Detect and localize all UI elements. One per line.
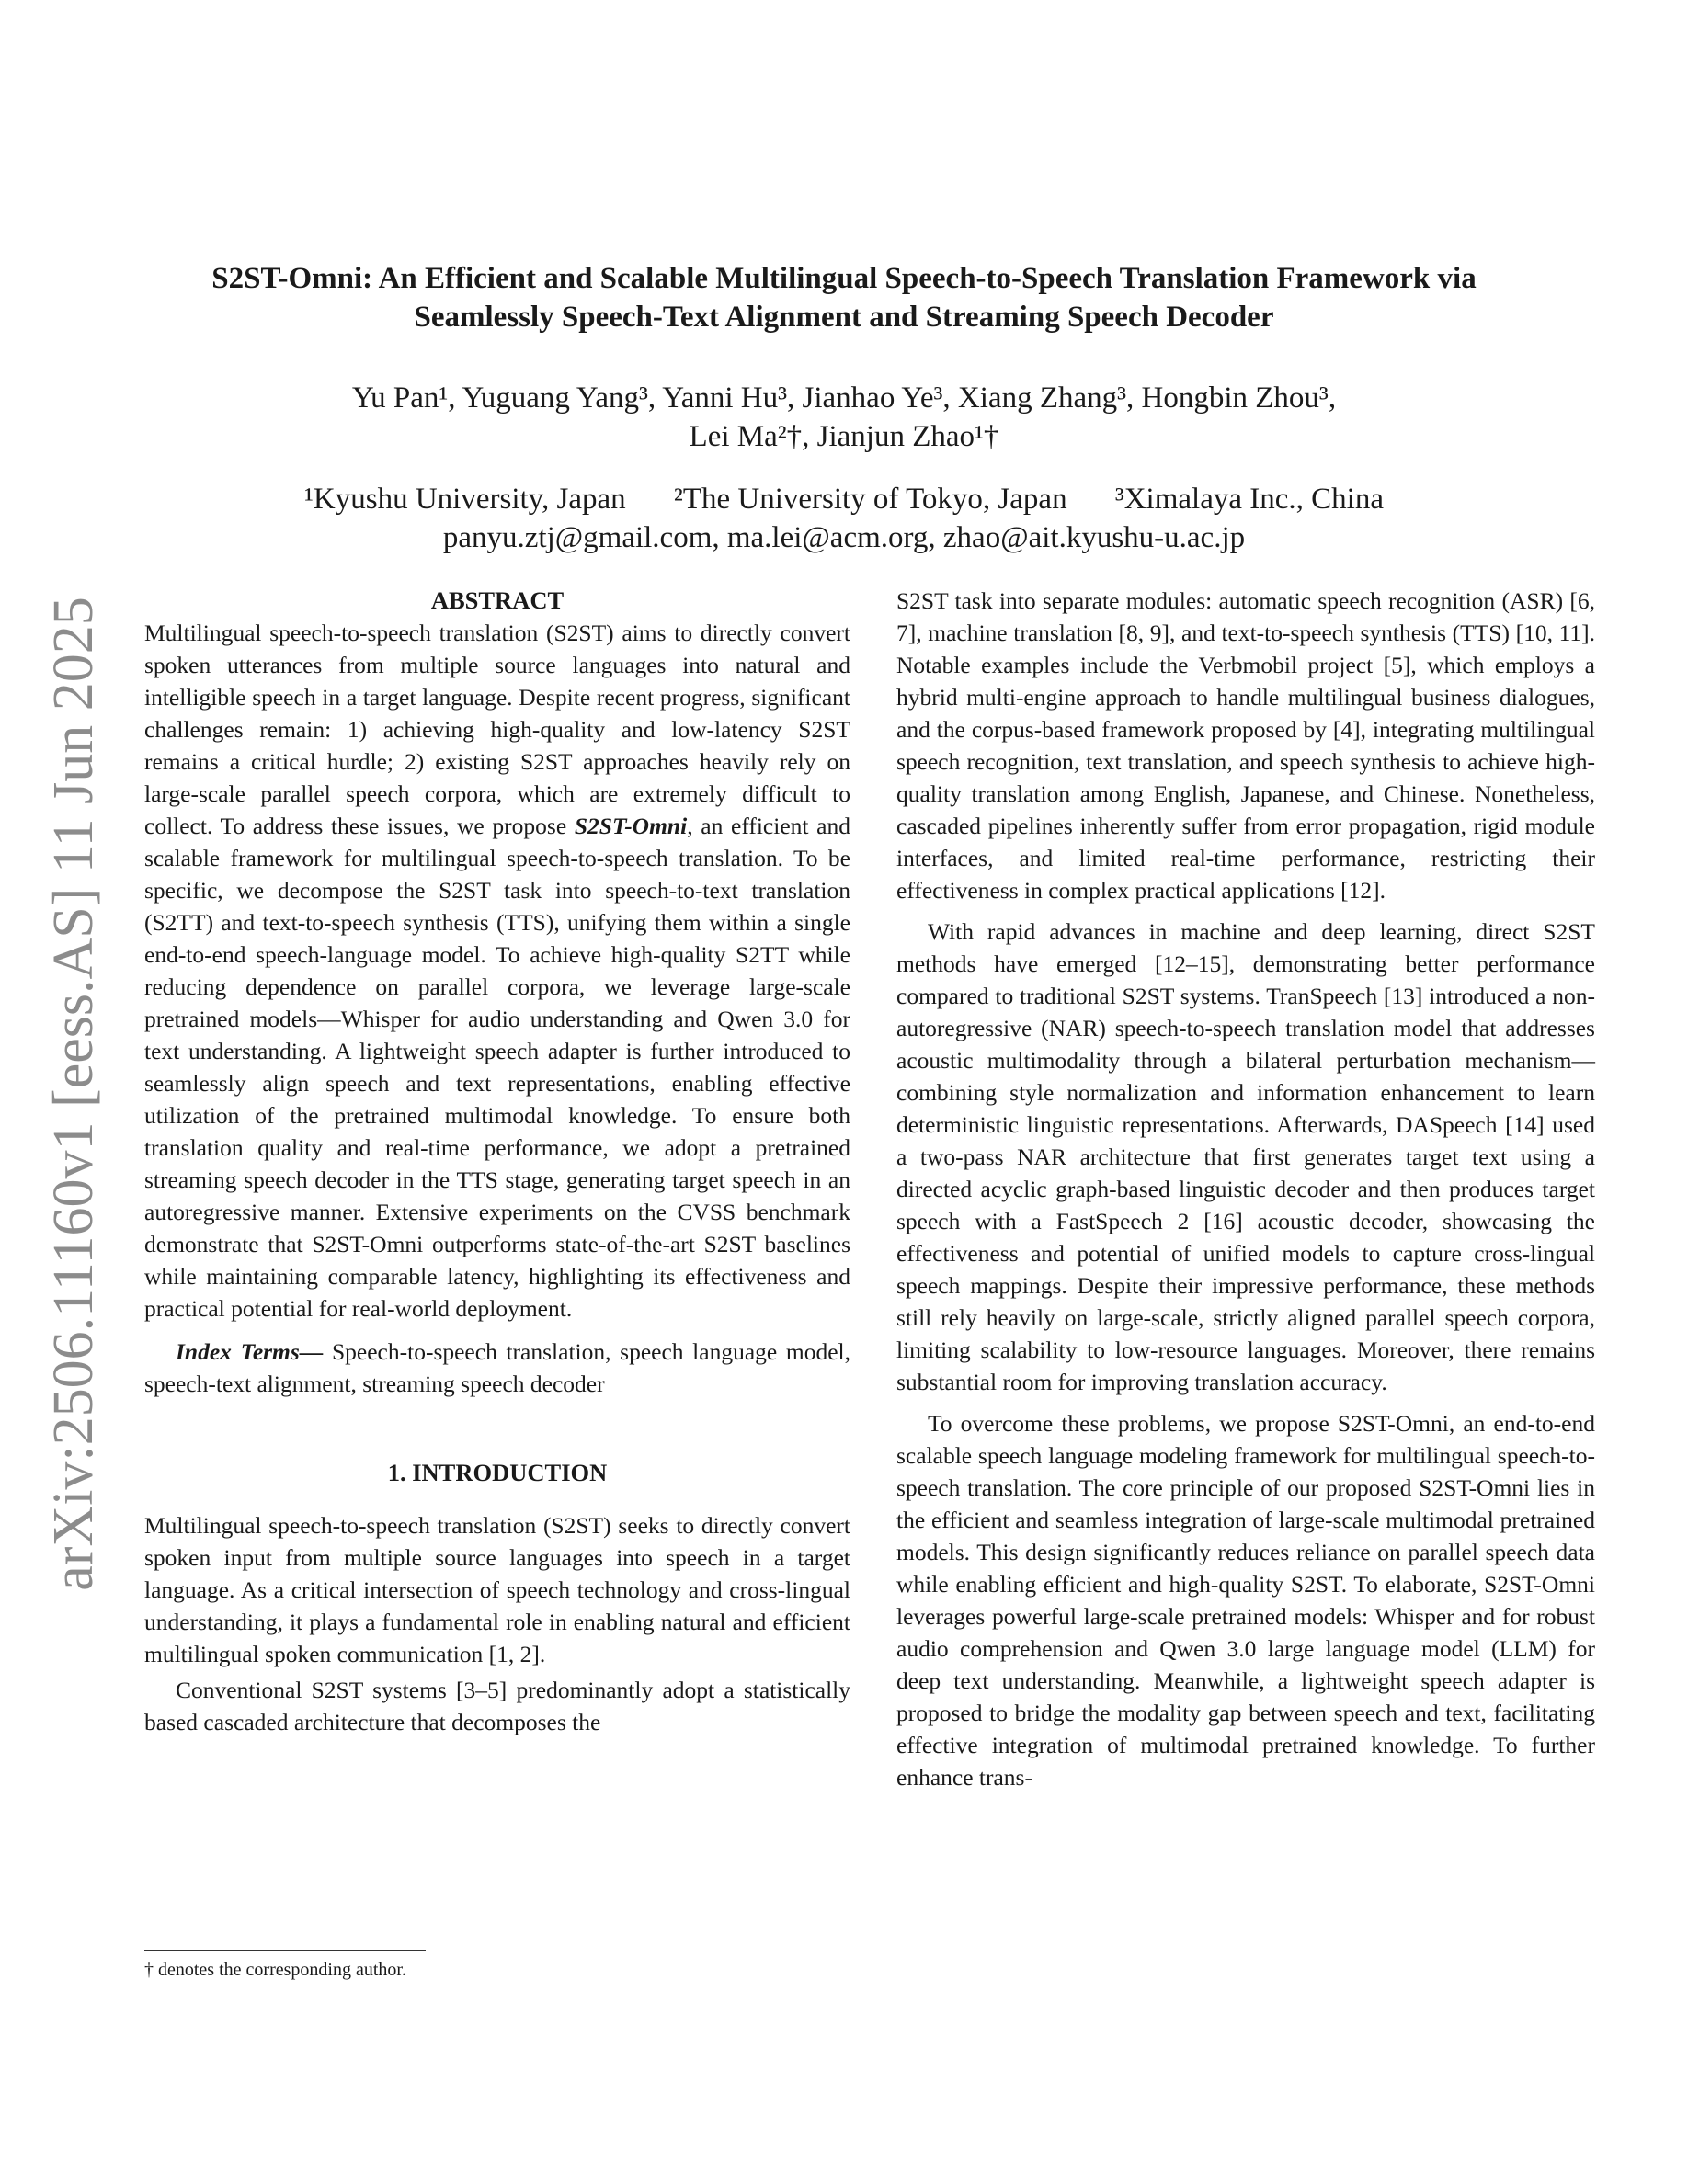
affiliations (138, 480, 1550, 557)
introduction-paragraph-1: Multilingual speech-to-speech translation (S2ST) seeks to directly convert spoken input from multiple source languages into speech in a target language. As a critical intersection of speech technology and cross-lingual understanding, it plays a fundamental role in enabling natural and efficient multilingual spoken communication [1, 2]. (144, 1512, 850, 1667)
authors-line-2: Lei Ma²†, Jianjun Zhao¹† (689, 420, 999, 453)
abstract-text-after: , an efficient and scalable framework for multilingual speech-to-speech translation. To be specific, we decompose the S2ST task into speech-to-text translation (S2TT) and text-to-speech synthesis (TTS), unifying them within a single end-to-end speech-language model. To achieve high-quality S2TT while reducing dependence on parallel corpora, we leverage large-scale pretrained models—Whisper for audio understanding and Qwen 3.0 for text understanding. A lightweight speech adapter is further introduced to seamlessly align speech and text representations, enabling effective utilization of the pretrained multimodal knowledge. To ensure both translation quality and real-time performance, we adopt a pretrained streaming speech decoder in the TTS stage, generating target speech in an autoregressive manner. Extensive experiments on the CVSS benchmark demonstrate that S2ST-Omni outperforms state-of-the-art S2ST baselines while maintaining comparable latency, highlighting its effectiveness and practical potential for real-world deployment. (144, 813, 850, 1322)
right-paragraph-2: With rapid advances in machine and deep learning, direct S2ST methods have emerged [12–15], demonstrating better performance compared to traditional S2ST systems. TranSpeech [13] introduced a non-autoregressive (NAR) speech-to-speech translation model that addresses acoustic multimodality through a bilateral perturbation mechanism—combining style normalization and information enhancement to learn deterministic linguistic representations. Afterwards, DASpeech [14] used a two-pass NAR architecture that first generates target text using a directed acyclic graph-based linguistic decoder and then produces target speech with a FastSpeech 2 [16] acoustic decoder, showcasing the effectiveness and potential of unified models to capture cross-lingual speech mappings. Despite their impressive performance, these methods still rely heavily on large-scale, strictly aligned parallel speech corpora, limiting scalability to low-resource languages. Moreover, there remains substantial room for improving translation accuracy. (896, 918, 1595, 1395)
affiliation-2: ²The University of Tokyo, Japan (673, 483, 1067, 516)
author-list (138, 379, 1550, 456)
title-line-2: Seamlessly Speech-Text Alignment and Streaming Speech Decoder (414, 301, 1274, 334)
affiliation-1: ¹Kyushu University, Japan (304, 483, 626, 516)
title-line-1: S2ST-Omni: An Efficient and Scalable Multilingual Speech-to-Speech Translation Framework via (211, 262, 1477, 295)
right-column (896, 585, 1595, 1793)
arxiv-identifier-stamp (39, 588, 112, 1599)
footnote-divider (144, 1950, 426, 1951)
affiliation-3: ³Ximalaya Inc., China (1114, 483, 1384, 516)
arxiv-identifier-text: arXiv:2506.11160v1 [eess.AS] 11 Jun 2025 (42, 597, 105, 1591)
index-terms-label: Index Terms— (176, 1338, 324, 1365)
paper-title (138, 259, 1550, 336)
author-emails: panyu.ztj@gmail.com, ma.lei@acm.org, zhao@ait.kyushu-u.ac.jp (442, 521, 1246, 554)
introduction-paragraph-2: Conventional S2ST systems [3–5] predominantly adopt a statistically based cascaded architecture that decomposes the (144, 1677, 850, 1735)
abstract-heading: ABSTRACT (430, 586, 565, 614)
affiliation-row (138, 480, 1550, 518)
right-paragraph-1: S2ST task into separate modules: automatic speech recognition (ASR) [6, 7], machine translation [8, 9], and text-to-speech synthesis (TTS) [10, 11]. Notable examples include the Verbmobil project [5], which employs a hybrid multi-engine approach to handle multilingual business dialogues, and the corpus-based framework proposed by [4], integrating multilingual speech recognition, text translation, and speech synthesis to achieve high-quality translation among English, Japanese, and Chinese. Nonetheless, cascaded pipelines inherently suffer from error propagation, rigid module interfaces, and limited real-time performance, restricting their effectiveness in complex practical applications [12]. (896, 587, 1595, 904)
index-terms-text: Speech-to-speech translation, speech language model, speech-text alignment, streaming speech decoder (144, 1338, 850, 1397)
right-paragraph-3: To overcome these problems, we propose S2ST-Omni, an end-to-end scalable speech language modeling framework for multilingual speech-to-speech translation. The core principle of our proposed S2ST-Omni lies in the efficient and seamless integration of large-scale multimodal pretrained models. This design significantly reduces reliance on parallel speech data while enabling efficient and high-quality S2ST. To elaborate, S2ST-Omni leverages powerful large-scale pretrained models: Whisper and for robust audio comprehension and Qwen 3.0 large language model (LLM) for deep text understanding. Meanwhile, a lightweight speech adapter is proposed to bridge the modality gap between speech and text, facilitating effective integration of multimodal pretrained knowledge. To further enhance trans- (896, 1410, 1595, 1791)
footnote: † denotes the corresponding author. (144, 1960, 406, 1980)
left-column (144, 585, 850, 1738)
index-terms (144, 1336, 850, 1400)
introduction-heading: 1. INTRODUCTION (387, 1459, 608, 1486)
abstract-body (144, 617, 850, 1325)
authors-line-1: Yu Pan¹, Yuguang Yang³, Yanni Hu³, Jianhao Ye³, Xiang Zhang³, Hongbin Zhou³, (351, 381, 1337, 415)
abstract-text-before: Multilingual speech-to-speech translation (S2ST) aims to directly convert spoken utterances from multiple source languages into natural and intelligible speech in a target language. Despite recent progress, significant challenges remain: 1) achieving high-quality and low-latency S2ST remains a critical hurdle; 2) existing S2ST approaches heavily rely on large-scale parallel speech corpora, which are extremely difficult to collect. To address these issues, we propose (144, 620, 850, 839)
abstract-emphasis: S2ST-Omni (574, 813, 688, 839)
